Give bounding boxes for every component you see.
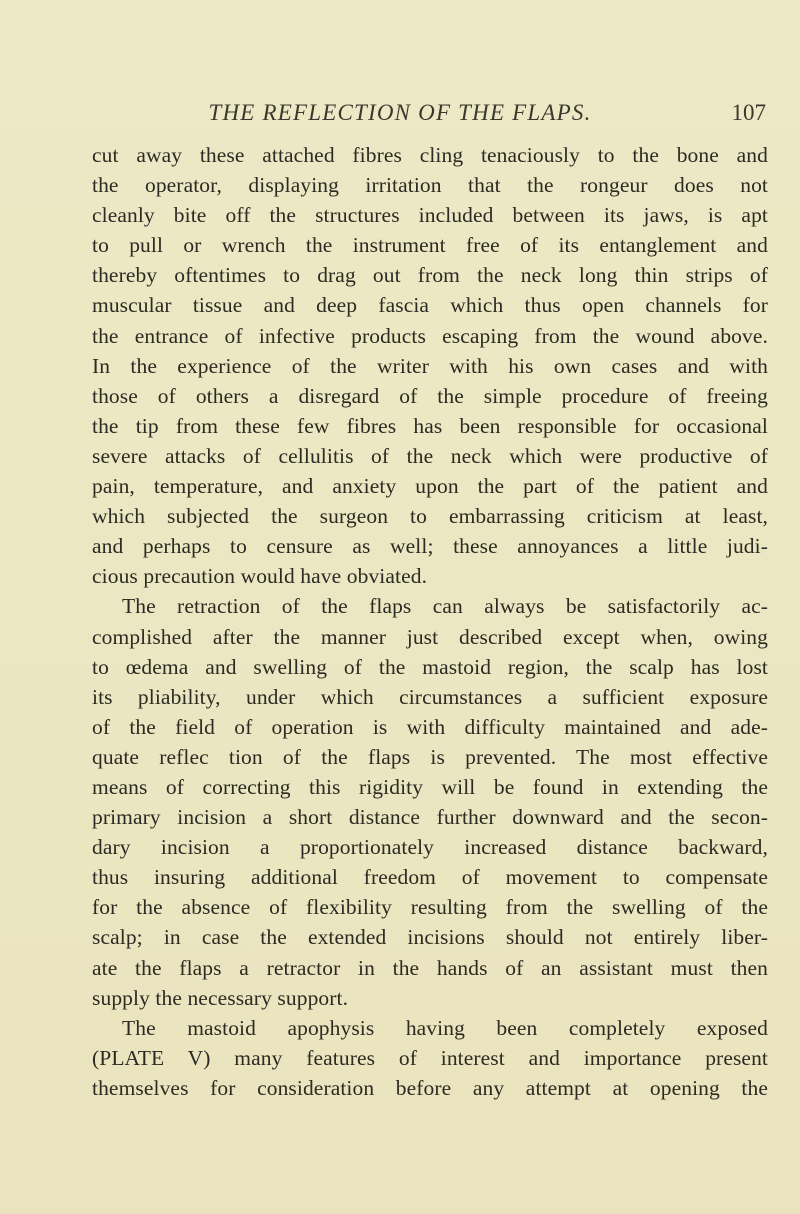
text-line: The retraction of the flaps can always be satisfactorily ac-	[122, 594, 768, 619]
text-line: means of correcting this rigidity will be found in extending the	[92, 774, 768, 799]
text-line: themselves for consideration before any attempt at opening the	[92, 1075, 768, 1100]
text-line: cious precaution would have obviated.	[92, 564, 428, 589]
text-line: its pliability, under which circumstances a sufficient exposure	[92, 684, 768, 709]
text-line: cleanly bite off the structures included between its jaws, is apt	[92, 203, 768, 228]
text-line: quate reflec tion of the flaps is prevented. The most effective	[92, 744, 768, 769]
text-line: In the experience of the writer with his own cases and with	[92, 353, 768, 378]
text-line: ate the flaps a retractor in the hands of an assistant must then	[92, 955, 768, 980]
text-line: primary incision a short distance further downward and the secon-	[92, 805, 768, 830]
text-line: muscular tissue and deep fascia which thus open channels for	[92, 293, 768, 318]
text-line: dary incision a proportionately increased distance backward,	[92, 835, 768, 860]
running-head	[0, 98, 800, 128]
text-line: The mastoid apophysis having been completely exposed	[122, 1015, 768, 1040]
text-line: to pull or wrench the instrument free of its entanglement and	[92, 233, 768, 258]
text-line: and perhaps to censure as well; these annoyances a little judi-	[92, 534, 768, 559]
text-line: supply the necessary support.	[92, 985, 349, 1010]
text-line: the operator, displaying irritation that the rongeur does not	[92, 173, 768, 198]
page-number: 107	[731, 100, 766, 125]
text-line: scalp; in case the extended incisions should not entirely liber-	[92, 925, 768, 950]
text-line: thereby oftentimes to drag out from the neck long thin strips of	[92, 263, 768, 288]
text-line: which subjected the surgeon to embarrassing criticism at least,	[92, 504, 768, 529]
text-line: severe attacks of cellulitis of the neck which were productive of	[92, 443, 768, 468]
text-line: pain, temperature, and anxiety upon the part of the patient and	[92, 474, 768, 499]
text-line: of the field of operation is with difficulty maintained and ade-	[92, 714, 768, 739]
text-line: for the absence of flexibility resulting from the swelling of the	[92, 895, 768, 920]
text-line: the entrance of infective products escaping from the wound above.	[92, 323, 768, 348]
text-line: cut away these attached fibres cling tenaciously to the bone and	[92, 143, 768, 167]
body-text	[92, 140, 768, 1103]
text-line: to œdema and swelling of the mastoid region, the scalp has lost	[92, 654, 768, 679]
running-title: THE REFLECTION OF THE FLAPS.	[208, 100, 592, 125]
text-line: the tip from these few fibres has been responsible for occasional	[92, 413, 768, 438]
text-line: thus insuring additional freedom of movement to compensate	[92, 865, 768, 890]
text-line: complished after the manner just described except when, owing	[92, 624, 768, 649]
text-line: (PLATE V) many features of interest and importance present	[92, 1045, 768, 1070]
text-line: those of others a disregard of the simple procedure of freeing	[92, 383, 768, 408]
